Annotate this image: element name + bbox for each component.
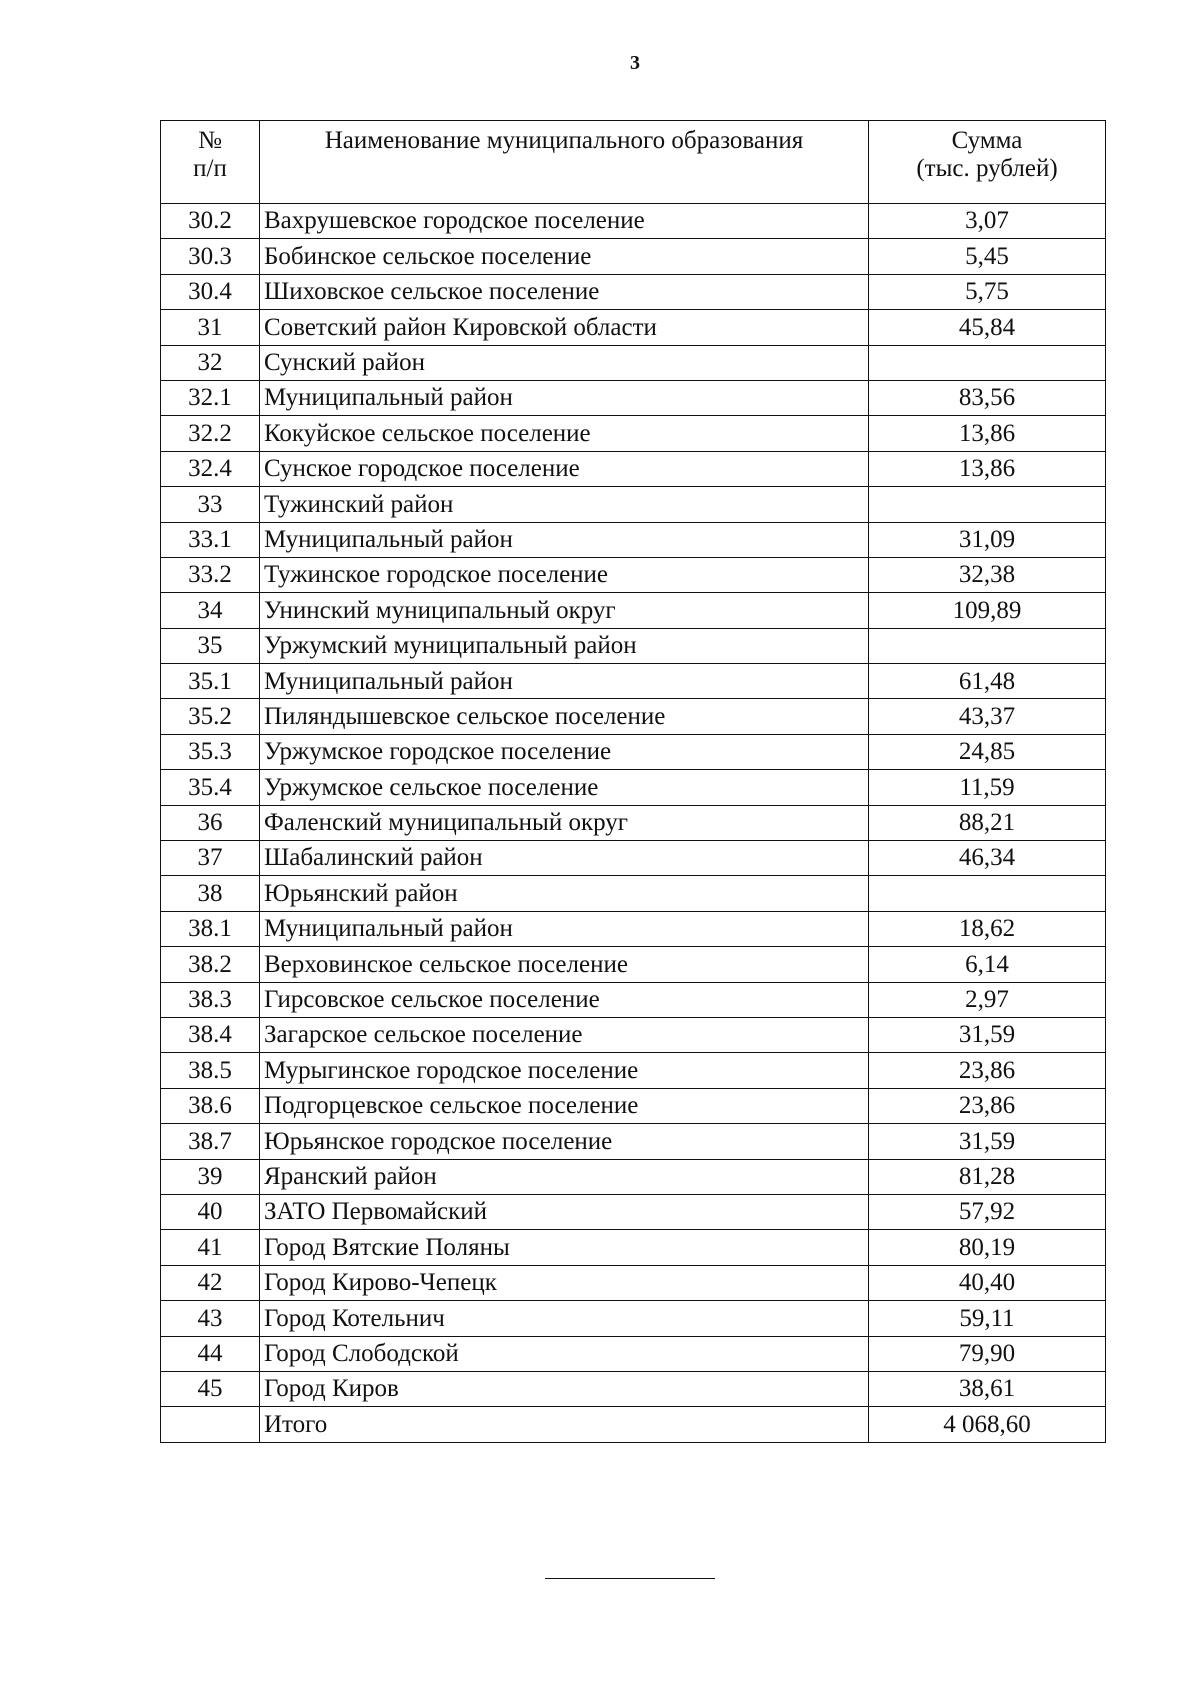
row-name: Уржумское городское поселение <box>260 734 869 769</box>
row-sum: 6,14 <box>869 947 1106 982</box>
row-name: Шабалинский район <box>260 841 869 876</box>
row-number: 33 <box>161 487 260 522</box>
header-name: Наименование муниципального образования <box>260 121 869 204</box>
table-row <box>161 310 1106 345</box>
row-sum: 31,59 <box>869 1124 1106 1159</box>
table-row <box>161 380 1106 415</box>
row-number: 40 <box>161 1194 260 1229</box>
row-name: Юрьянское городское поселение <box>260 1124 869 1159</box>
row-sum: 40,40 <box>869 1265 1106 1300</box>
row-name: Муниципальный район <box>260 664 869 699</box>
table-row <box>161 274 1106 309</box>
row-sum: 80,19 <box>869 1230 1106 1265</box>
row-name: Город Котельнич <box>260 1301 869 1336</box>
row-number: 35.4 <box>161 770 260 805</box>
row-sum: 2,97 <box>869 982 1106 1017</box>
row-name: Муниципальный район <box>260 380 869 415</box>
row-sum: 3,07 <box>869 204 1106 239</box>
row-number: 45 <box>161 1371 260 1406</box>
table-row <box>161 982 1106 1017</box>
row-name: Сунское городское поселение <box>260 451 869 486</box>
row-number: 32 <box>161 345 260 380</box>
row-name: Итого <box>260 1407 869 1442</box>
row-sum <box>869 628 1106 663</box>
row-number: 38.1 <box>161 911 260 946</box>
row-name: Муниципальный район <box>260 522 869 557</box>
row-number <box>161 1407 260 1442</box>
table-row <box>161 593 1106 628</box>
row-name: Подгорцевское сельское поселение <box>260 1088 869 1123</box>
row-number: 38.4 <box>161 1017 260 1052</box>
table-row <box>161 416 1106 451</box>
table-row <box>161 947 1106 982</box>
row-sum: 5,45 <box>869 239 1106 274</box>
header-number-line2: п/п <box>193 154 227 182</box>
row-sum: 59,11 <box>869 1301 1106 1336</box>
header-sum-line1: Сумма <box>951 127 1023 154</box>
header-sum <box>869 121 1106 204</box>
table-row <box>161 1088 1106 1123</box>
row-number: 35 <box>161 628 260 663</box>
row-name: Город Киров <box>260 1371 869 1406</box>
row-number: 43 <box>161 1301 260 1336</box>
row-number: 34 <box>161 593 260 628</box>
row-name: Гирсовское сельское поселение <box>260 982 869 1017</box>
row-sum: 24,85 <box>869 734 1106 769</box>
row-number: 38.5 <box>161 1053 260 1088</box>
row-sum: 13,86 <box>869 416 1106 451</box>
table-header-row <box>161 121 1106 204</box>
row-sum: 13,86 <box>869 451 1106 486</box>
row-number: 42 <box>161 1265 260 1300</box>
row-number: 35.3 <box>161 734 260 769</box>
row-name: Унинский муниципальный округ <box>260 593 869 628</box>
row-sum: 45,84 <box>869 310 1106 345</box>
row-sum: 23,86 <box>869 1053 1106 1088</box>
table-row <box>161 522 1106 557</box>
row-name: Верховинское сельское поселение <box>260 947 869 982</box>
row-name: Мурыгинское городское поселение <box>260 1053 869 1088</box>
row-number: 33.2 <box>161 557 260 592</box>
table-row <box>161 1407 1106 1442</box>
row-number: 38.2 <box>161 947 260 982</box>
table-row <box>161 664 1106 699</box>
table-row <box>161 487 1106 522</box>
table-row <box>161 1053 1106 1088</box>
row-name: Юрьянский район <box>260 876 869 911</box>
table-row <box>161 1336 1106 1371</box>
row-name: Бобинское сельское поселение <box>260 239 869 274</box>
table-row <box>161 557 1106 592</box>
row-sum: 18,62 <box>869 911 1106 946</box>
row-sum: 83,56 <box>869 380 1106 415</box>
row-number: 33.1 <box>161 522 260 557</box>
row-sum: 57,92 <box>869 1194 1106 1229</box>
row-sum: 11,59 <box>869 770 1106 805</box>
table-row <box>161 1159 1106 1194</box>
row-name: Сунский район <box>260 345 869 380</box>
header-number-line1: № <box>198 127 222 154</box>
table-body <box>161 204 1106 1443</box>
row-sum: 109,89 <box>869 593 1106 628</box>
table-row <box>161 805 1106 840</box>
row-number: 35.1 <box>161 664 260 699</box>
table-row <box>161 1265 1106 1300</box>
table-row <box>161 204 1106 239</box>
row-number: 36 <box>161 805 260 840</box>
row-name: Уржумский муниципальный район <box>260 628 869 663</box>
table-row <box>161 1124 1106 1159</box>
footer-divider <box>545 1578 715 1579</box>
table-row <box>161 1301 1106 1336</box>
row-number: 38.7 <box>161 1124 260 1159</box>
table-row <box>161 911 1106 946</box>
row-number: 30.4 <box>161 274 260 309</box>
table-row <box>161 876 1106 911</box>
row-sum: 38,61 <box>869 1371 1106 1406</box>
row-name: Советский район Кировской области <box>260 310 869 345</box>
table-row <box>161 628 1106 663</box>
table-row <box>161 239 1106 274</box>
row-name: Пиляндышевское сельское поселение <box>260 699 869 734</box>
row-number: 32.2 <box>161 416 260 451</box>
table-row <box>161 734 1106 769</box>
row-name: Город Слободской <box>260 1336 869 1371</box>
row-sum: 31,09 <box>869 522 1106 557</box>
row-name: Кокуйское сельское поселение <box>260 416 869 451</box>
table-row <box>161 345 1106 380</box>
row-number: 32.1 <box>161 380 260 415</box>
row-sum: 23,86 <box>869 1088 1106 1123</box>
row-name: Тужинское городское поселение <box>260 557 869 592</box>
row-name: Вахрушевское городское поселение <box>260 204 869 239</box>
row-number: 35.2 <box>161 699 260 734</box>
table-row <box>161 1230 1106 1265</box>
row-name: Загарское сельское поселение <box>260 1017 869 1052</box>
row-number: 32.4 <box>161 451 260 486</box>
row-name: Шиховское сельское поселение <box>260 274 869 309</box>
row-sum <box>869 345 1106 380</box>
table-row <box>161 1371 1106 1406</box>
row-number: 30.2 <box>161 204 260 239</box>
row-name: Яранский район <box>260 1159 869 1194</box>
row-sum: 43,37 <box>869 699 1106 734</box>
row-sum: 81,28 <box>869 1159 1106 1194</box>
table-row <box>161 841 1106 876</box>
page-number: 3 <box>630 52 640 74</box>
row-name: Город Кирово-Чепецк <box>260 1265 869 1300</box>
row-number: 38.6 <box>161 1088 260 1123</box>
table-row <box>161 699 1106 734</box>
row-number: 44 <box>161 1336 260 1371</box>
row-name: Город Вятские Поляны <box>260 1230 869 1265</box>
table-row <box>161 1194 1106 1229</box>
row-sum: 31,59 <box>869 1017 1106 1052</box>
row-sum: 61,48 <box>869 664 1106 699</box>
table-row <box>161 1017 1106 1052</box>
row-name: Муниципальный район <box>260 911 869 946</box>
row-number: 31 <box>161 310 260 345</box>
row-number: 37 <box>161 841 260 876</box>
header-sum-line2: (тыс. рублей) <box>916 154 1058 182</box>
header-number <box>161 121 260 204</box>
row-sum: 46,34 <box>869 841 1106 876</box>
row-sum: 79,90 <box>869 1336 1106 1371</box>
row-sum <box>869 487 1106 522</box>
table-row <box>161 770 1106 805</box>
row-number: 39 <box>161 1159 260 1194</box>
row-name: ЗАТО Первомайский <box>260 1194 869 1229</box>
row-number: 30.3 <box>161 239 260 274</box>
row-name: Фаленский муниципальный округ <box>260 805 869 840</box>
row-number: 41 <box>161 1230 260 1265</box>
row-sum: 88,21 <box>869 805 1106 840</box>
row-sum <box>869 876 1106 911</box>
table-row <box>161 451 1106 486</box>
allocation-table <box>160 120 1106 1443</box>
row-name: Тужинский район <box>260 487 869 522</box>
row-sum: 32,38 <box>869 557 1106 592</box>
row-sum: 5,75 <box>869 274 1106 309</box>
row-name: Уржумское сельское поселение <box>260 770 869 805</box>
row-sum: 4 068,60 <box>869 1407 1106 1442</box>
row-number: 38.3 <box>161 982 260 1017</box>
row-number: 38 <box>161 876 260 911</box>
